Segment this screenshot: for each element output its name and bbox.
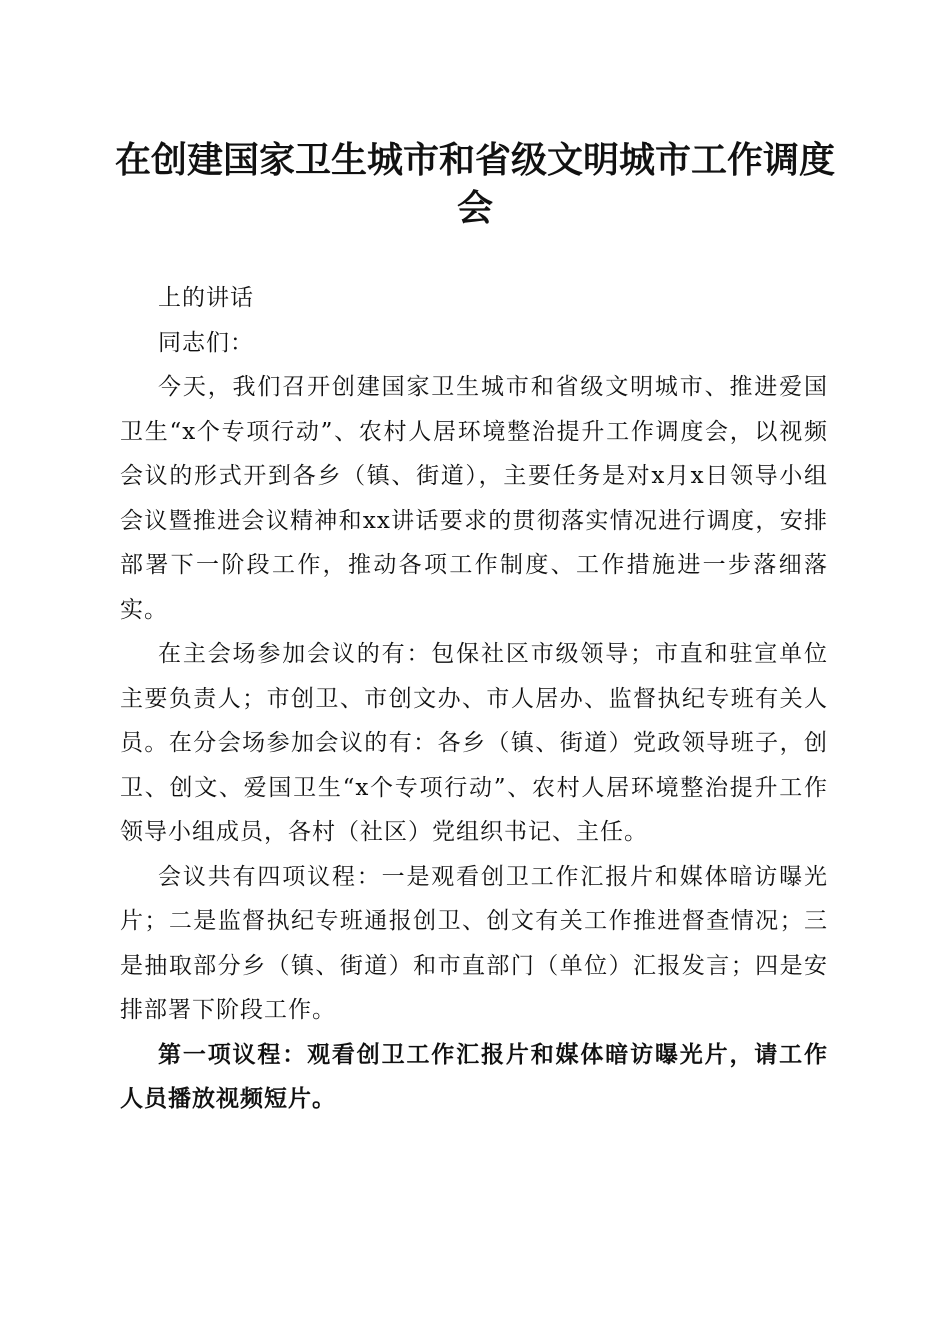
paragraph-salutation: 同志们： xyxy=(158,329,254,356)
document-title: 在创建国家卫生城市和省级文明城市工作调度会 xyxy=(114,139,835,229)
paragraph-attendees: 在主会场参加会议的有：包保社区市级领导；市直和驻宣单位主要负责人；市创卫、市创文办、市人居办、监督执纪专班有关人员。在分会场参加会议的有：各乡（镇、街道）党政领导班子，创卫、创文、爱国卫生“x个专项行动”、农村人居环境整治提升工作领导小组成员，各村（社区）党组织书记、主任。 xyxy=(120,641,828,845)
paragraph-agenda: 会议共有四项议程：一是观看创卫工作汇报片和媒体暗访曝光片；二是监督执纪专班通报创卫、创文有关工作推进督查情况；三是抽取部分乡（镇、街道）和市直部门（单位）汇报发言；四是安排部署下阶段工作。 xyxy=(120,863,828,1023)
paragraph-first-item: 第一项议程：观看创卫工作汇报片和媒体暗访曝光片，请工作人员播放视频短片。 xyxy=(120,1040,828,1112)
paragraph-intro: 今天，我们召开创建国家卫生城市和省级文明城市、推进爱国卫生“x个专项行动”、农村人居环境整治提升工作调度会，以视频会议的形式开到各乡（镇、街道），主要任务是对x月x日领导小组会议暨推进会议精神和xx讲话要求的贯彻落实情况进行调度，安排部署下一阶段工作，推动各项工作制度、工作措施进一步落细落实。 xyxy=(120,374,828,623)
paragraph-subtitle: 上的讲话 xyxy=(158,285,254,311)
document-body xyxy=(120,276,828,1122)
